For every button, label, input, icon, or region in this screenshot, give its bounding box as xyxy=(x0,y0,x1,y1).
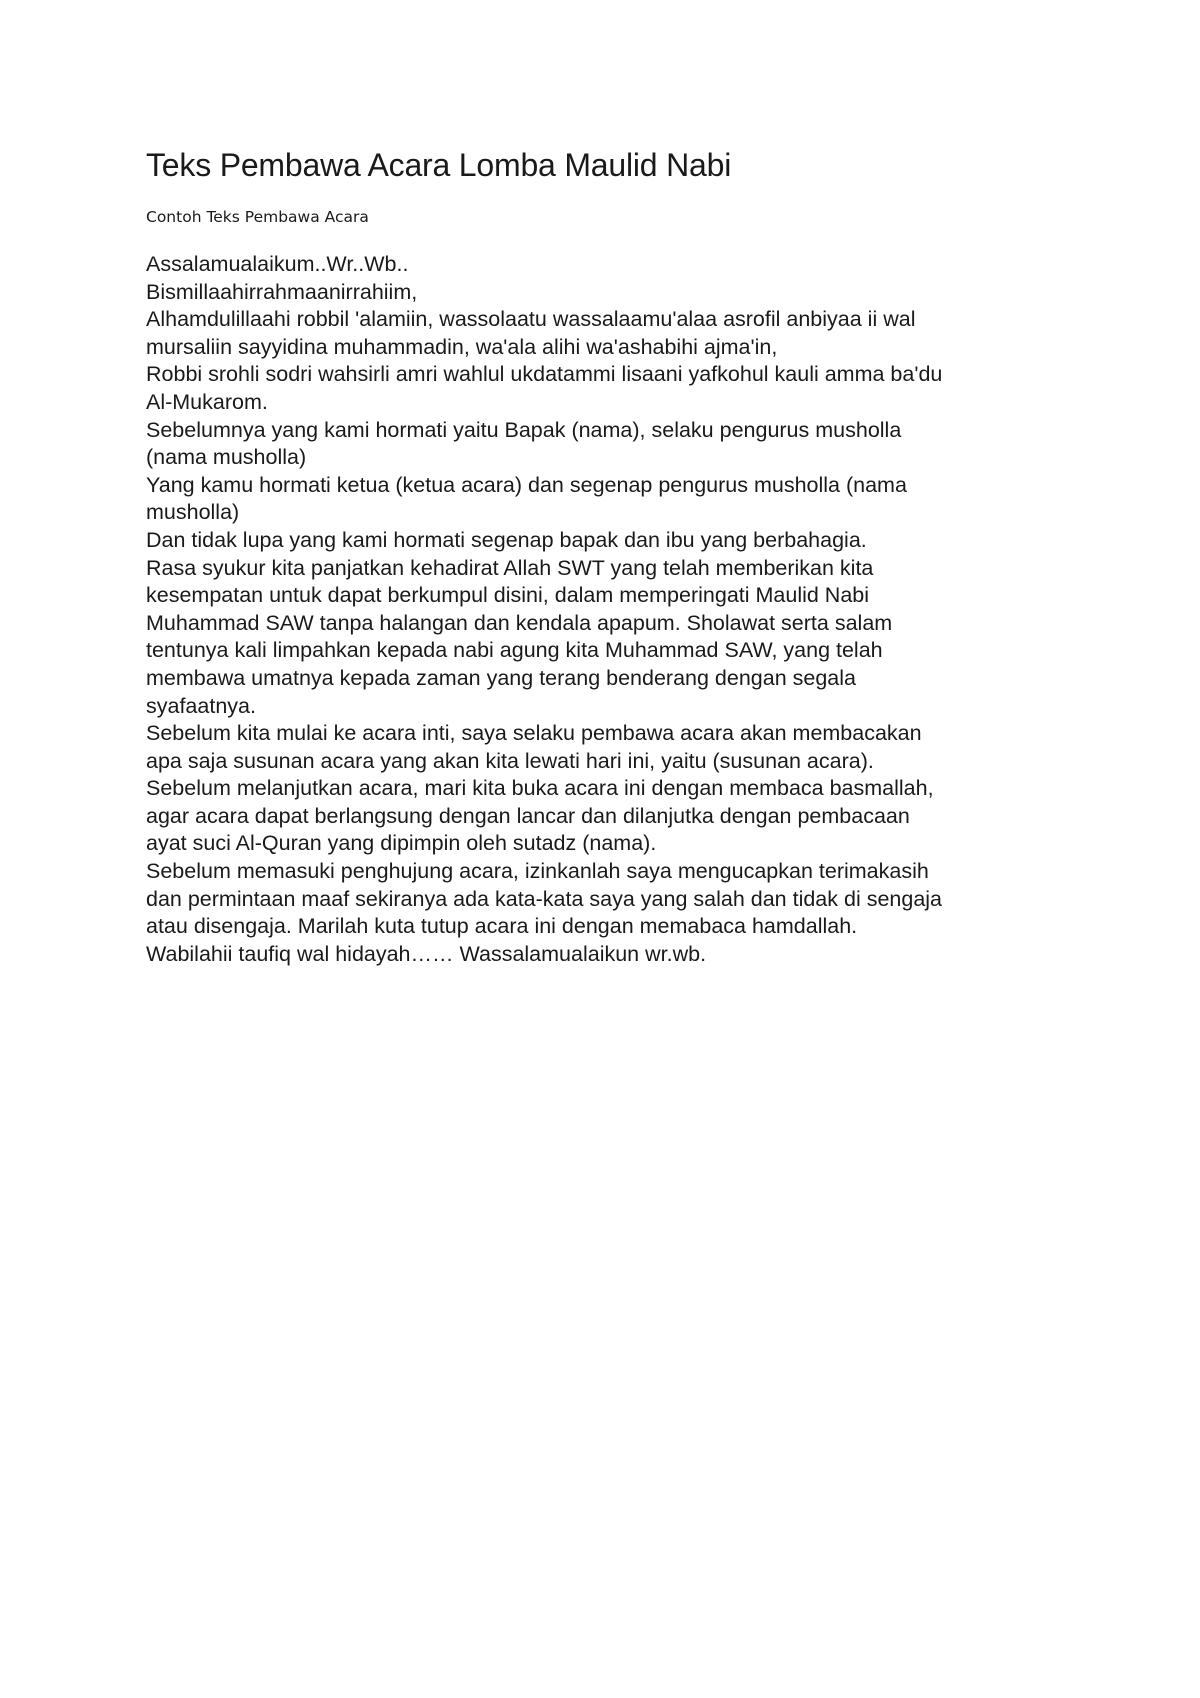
body-line: Rasa syukur kita panjatkan kehadirat Allah SWT yang telah memberikan kita xyxy=(146,555,874,580)
body-line: (nama musholla) xyxy=(146,445,307,470)
body-line: Yang kamu hormati ketua (ketua acara) dan segenap pengurus musholla (nama xyxy=(146,472,907,497)
body-line: Sebelum kita mulai ke acara inti, saya selaku pembawa acara akan membacakan xyxy=(146,721,922,746)
body-line: Dan tidak lupa yang kami hormati segenap bapak dan ibu yang berbahagia. xyxy=(146,527,867,552)
body-line: dan permintaan maaf sekiranya ada kata-kata saya yang salah dan tidak di sengaja xyxy=(146,886,943,911)
body-line: kesempatan untuk dapat berkumpul disini, dalam memperingati Maulid Nabi xyxy=(146,583,870,608)
body-line: Wabilahii taufiq wal hidayah…… Wassalamualaikun wr.wb. xyxy=(146,941,707,966)
body-line: Bismillaahirrahmaanirrahiim, xyxy=(146,279,418,304)
document-subtitle: Contoh Teks Pembawa Acara xyxy=(146,208,369,226)
body-line: apa saja susunan acara yang akan kita lewati hari ini, yaitu (susunan acara). xyxy=(146,748,874,773)
body-line: Sebelum memasuki penghujung acara, izinkanlah saya mengucapkan terimakasih xyxy=(146,859,929,884)
body-line: membawa umatnya kepada zaman yang terang benderang dengan segala xyxy=(146,665,856,690)
body-line: mursaliin sayyidina muhammadin, wa'ala alihi wa'ashabihi ajma'in, xyxy=(146,334,778,359)
document-content xyxy=(146,145,1066,968)
body-line: agar acara dapat berlangsung dengan lancar dan dilanjutka dengan pembacaan xyxy=(146,803,910,828)
body-line: Sebelumnya yang kami hormati yaitu Bapak (nama), selaku pengurus musholla xyxy=(146,417,902,442)
body-line: Alhamdulillaahi robbil 'alamiin, wassolaatu wassalaamu'alaa asrofil anbiyaa ii wal xyxy=(146,307,916,332)
document-title: Teks Pembawa Acara Lomba Maulid Nabi xyxy=(146,147,732,183)
body-line: tentunya kali limpahkan kepada nabi agung kita Muhammad SAW, yang telah xyxy=(146,638,883,663)
body-line: ayat suci Al-Quran yang dipimpin oleh sutadz (nama). xyxy=(146,831,657,856)
body-line: Al-Mukarom. xyxy=(146,389,268,414)
body-line: Robbi srohli sodri wahsirli amri wahlul ukdatammi lisaani yafkohul kauli amma ba'du xyxy=(146,362,943,387)
body-line: Muhammad SAW tanpa halangan dan kendala apapum. Sholawat serta salam xyxy=(146,610,893,635)
body-line: musholla) xyxy=(146,500,240,525)
body-line: Assalamualaikum..Wr..Wb.. xyxy=(146,252,409,276)
body-line: syafaatnya. xyxy=(146,693,256,718)
body-line: Sebelum melanjutkan acara, mari kita buka acara ini dengan membaca basmallah, xyxy=(146,776,934,801)
document-body xyxy=(146,251,1066,968)
body-line: atau disengaja. Marilah kuta tutup acara ini dengan memabaca hamdallah. xyxy=(146,914,858,939)
